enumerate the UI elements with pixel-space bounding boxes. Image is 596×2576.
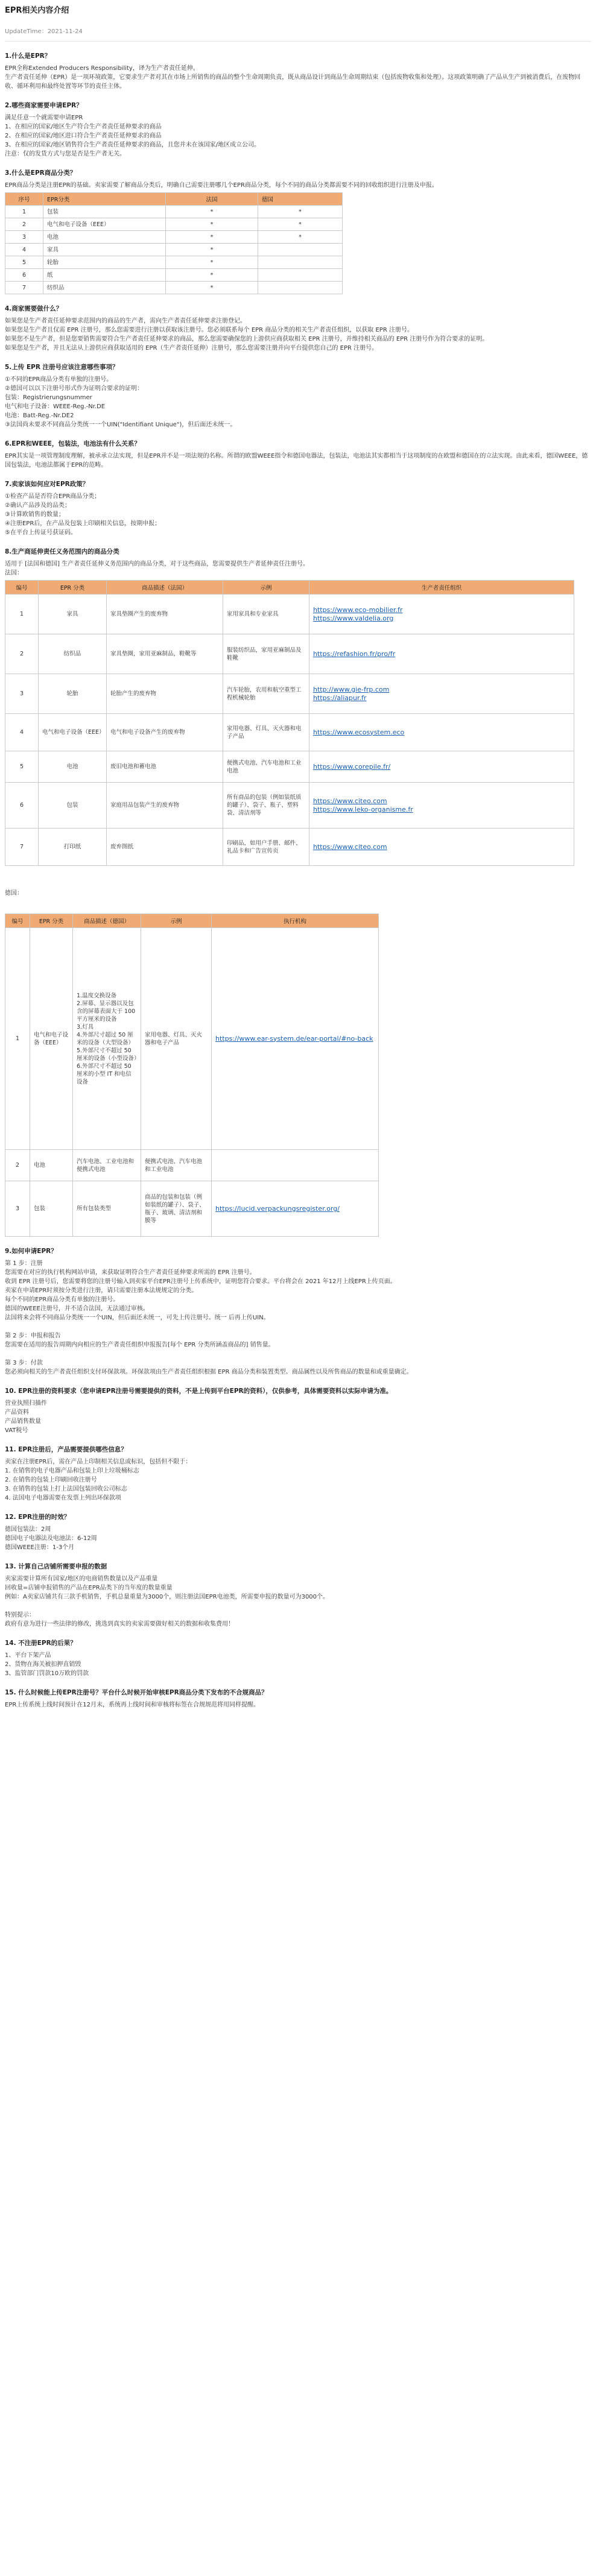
paragraph: 1、平台下架产品 — [5, 1652, 51, 1659]
cell: 纸 — [43, 269, 166, 282]
cell — [309, 674, 574, 714]
cell — [309, 783, 574, 829]
table-row — [5, 829, 574, 866]
section-11-heading: 11. EPR注册后，产品需要提供哪些信息？ — [5, 1446, 127, 1453]
section-12 — [5, 1512, 591, 1552]
cell: * — [258, 206, 343, 218]
paragraph: 例如：A卖家店铺共有三款手机销售，手机总量重量为3000个，则注册法国EPR电池类，所需要申报的数量可为3000个。 — [5, 1594, 329, 1600]
cell: 汽车电池、工业电池和便携式电池 — [73, 1150, 141, 1181]
cell: 4 — [5, 714, 39, 751]
desc-line: 6.外部尺寸不超过 50 厘米的小型 IT 和电信设备 — [77, 1062, 132, 1085]
section-11 — [5, 1445, 591, 1503]
table-row — [5, 231, 343, 244]
cell: * — [166, 244, 258, 256]
cell — [258, 244, 343, 256]
cell: 轮胎 — [39, 674, 107, 714]
cell: 7 — [5, 829, 39, 866]
cell: * — [258, 231, 343, 244]
cell: 纺织品 — [43, 282, 166, 294]
paragraph: 3、监管部门罚款10万欧的罚款 — [5, 1670, 89, 1677]
paragraph: ②德国可以以下注册号形式作为证明合要求的证明： — [5, 385, 143, 392]
paragraph: 德国的WEEE注册号，并不适合法国，无法通过审核。 — [5, 1305, 149, 1312]
pro-link[interactable]: http://www.gie-frp.com — [313, 685, 390, 693]
cell — [258, 256, 343, 269]
cell: 7 — [5, 282, 43, 294]
cell: 所有商品的包装（例如装纸质的罐子）、袋子、瓶子、塑料袋、清洁剂等 — [223, 783, 309, 829]
paragraph: 卖家需要计算所有国家/地区的电商销售数量以及产品重量 — [5, 1576, 158, 1582]
paragraph: 卖家在申请EPR时须按分类进行注册，请只需要注册本法规规定的分类。 — [5, 1287, 198, 1294]
cell: 6 — [5, 783, 39, 829]
paragraph: ③计算欧销售的数量； — [5, 511, 65, 518]
table-row — [5, 282, 343, 294]
table-row — [5, 256, 343, 269]
paragraph: 第 2 步：申报和报告 — [5, 1333, 61, 1339]
paragraph: ③法国尚未要求不同商品分类统一一个UIN("Identifiant Unique")，但后面还未统一。 — [5, 421, 236, 428]
table-row — [5, 218, 343, 231]
desc-line: 3.灯具 — [77, 1023, 94, 1031]
cell: 5 — [5, 751, 39, 783]
cell: 家具垫圈，家用亚麻制品，鞋靴等 — [107, 634, 223, 674]
table-header: 执行机构 — [212, 914, 379, 928]
section-15-heading: 15. 什么时候能上传EPR注册号？平台什么时候开始审核EPR商品分类下发布的不合规商品？ — [5, 1689, 268, 1696]
cell: 家用家具和专业家具 — [223, 595, 309, 634]
cell: 电气和电子设备产生的废弃物 — [107, 714, 223, 751]
germany-block — [5, 889, 591, 1237]
section-8-heading: 8.生产商延伸责任义务范围内的商品分类 — [5, 548, 119, 555]
cell: 商品的包装和包装（例如装纸的罐子）、袋子、瓶子、玻璃、清洁剂和膜等 — [141, 1181, 212, 1237]
paragraph: 特别提示： — [5, 1612, 35, 1618]
desc-line: 1.温度交换设备 — [77, 992, 117, 999]
section-1 — [5, 51, 591, 91]
cell — [309, 595, 574, 634]
section-2 — [5, 101, 591, 159]
table-header: 编号 — [5, 914, 30, 928]
section-5-heading: 5.上传 EPR 注册号应该注意哪些事项？ — [5, 364, 119, 371]
cell: 包装 — [39, 783, 107, 829]
table-row — [5, 783, 574, 829]
cell: 3 — [5, 1181, 30, 1237]
table-header: EPR 分类 — [39, 581, 107, 595]
cell: 便携式电池、汽车电池和工业电池 — [141, 1150, 212, 1181]
cell: 打印纸 — [39, 829, 107, 866]
cell: 轮胎 — [43, 256, 166, 269]
section-4 — [5, 304, 591, 353]
page-title: EPR相关内容介绍 — [5, 6, 69, 15]
desc-line: 2.屏幕、显示器以及包含的屏幕表面大于 100 平方厘米的设备 — [77, 1000, 136, 1023]
cell — [73, 928, 141, 1150]
table-row — [5, 674, 574, 714]
cell: * — [258, 218, 343, 231]
cell: 2 — [5, 634, 39, 674]
section-8 — [5, 547, 591, 866]
cell: 2 — [5, 1150, 30, 1181]
pro-link[interactable]: https://www.ecosystem.eco — [313, 728, 405, 736]
cell: 家具垫圈产生的废弃物 — [107, 595, 223, 634]
cell: 1 — [5, 206, 43, 218]
epr-category-table — [5, 192, 343, 294]
table-header: 示例 — [223, 581, 309, 595]
section-9 — [5, 1246, 591, 1377]
paragraph: 卖家在注册EPR后，需在产品上印制相关信息或标识，包括但不限于： — [5, 1459, 192, 1465]
cell: 家具 — [39, 595, 107, 634]
section-3-heading: 3.什么是EPR商品分类？ — [5, 169, 77, 177]
paragraph — [5, 1350, 591, 1359]
cell — [212, 928, 379, 1150]
section-7 — [5, 479, 591, 537]
cell — [309, 714, 574, 751]
paragraph: EPR上传系统上线时间预计在12月末，系统再上线时间和审核将标签在合规规范将用同样提醒。 — [5, 1702, 260, 1708]
paragraph: ⑤在平台上传证号获证码。 — [5, 529, 77, 536]
cell: 电池 — [30, 1150, 73, 1181]
section-2-heading: 2.哪些商家需要申请EPR？ — [5, 102, 83, 109]
paragraph: 德国包装法：2周 — [5, 1526, 51, 1533]
table-row — [5, 714, 574, 751]
section-10 — [5, 1386, 591, 1435]
paragraph: 收到 EPR 注册号后，您需要将您的注册号输入到卖家平台EPR注册号上传系统中，证明您符合要求。平台将会在 2021 年12月上线EPR上传页面。 — [5, 1278, 396, 1285]
cell: 印刷品，如用户手册、邮件、礼品卡和广告宣传页 — [223, 829, 309, 866]
cell: 电气和电子设备（EEE） — [43, 218, 166, 231]
paragraph: 电池：Batt-Reg.-Nr.DE2 — [5, 412, 74, 419]
table-header: 示例 — [141, 914, 212, 928]
pro-link[interactable]: https://aliapur.fr — [313, 693, 367, 702]
paragraph: 满足任意一个就需要申请EPR — [5, 115, 83, 121]
section-1-heading: 1.什么是EPR？ — [5, 52, 51, 60]
section-13-heading: 13. 计算自己店铺所需要申报的数据 — [5, 1563, 107, 1570]
cell — [212, 1150, 379, 1181]
cell: 家用电器、灯具、灭火器和电子产品 — [141, 928, 212, 1150]
paragraph: 产品销售数量 — [5, 1418, 41, 1425]
cell: 5 — [5, 256, 43, 269]
table-row — [5, 269, 343, 282]
cell: * — [166, 218, 258, 231]
paragraph: 您必须向相关的生产者责任组织支付环保款项。环保款项由生产者责任组织根据 EPR 商品分类和装置类型、商品属性以及所售商品的数量和或重量确定。 — [5, 1369, 413, 1375]
cell: 家具 — [43, 244, 166, 256]
cell — [309, 829, 574, 866]
paragraph — [5, 1602, 591, 1611]
paragraph: EPR其实是一项管理制度理解，被承承立法实现，但是EPR并不是一项法规的名称。所谓的欧盟WEEE指令和德国电器法，包装法，电池法其实都相当于这项制度的在欧盟和德国在的立法实现。由此来看，德国WEEE，德国包装法，电池法都属于EPR的范畴。 — [5, 453, 588, 469]
cell: 电池 — [39, 751, 107, 783]
table-header: EPR 分类 — [30, 914, 73, 928]
table-header: 商品描述（德国） — [73, 914, 141, 928]
divider — [5, 41, 591, 42]
paragraph: 第 1 步：注册 — [5, 1260, 43, 1267]
section-6 — [5, 439, 591, 470]
paragraph: 营业执照扫描件 — [5, 1400, 47, 1407]
cell: 废旧电池和蓄电池 — [107, 751, 223, 783]
section-14-heading: 14. 不注册EPR的后果？ — [5, 1640, 77, 1647]
table-header: 序号 — [5, 193, 43, 206]
authority-link[interactable]: https://lucid.verpackungsregister.org/ — [215, 1204, 340, 1213]
paragraph: 产品资料 — [5, 1409, 29, 1416]
pro-link[interactable]: https://www.valdelia.org — [313, 614, 394, 622]
paragraph: 1. 在销售的电子电器产品和包装上印上垃圾桶标志 — [5, 1468, 139, 1474]
cell: 汽车轮胎，农用和航空重型工程机械轮胎 — [223, 674, 309, 714]
section-15 — [5, 1688, 591, 1709]
paragraph: 政府有意为进行一些法律的修改，挑选到真实的卖家需要做好相关的数据和收集费用！ — [5, 1621, 234, 1627]
cell: * — [166, 206, 258, 218]
cell: 电池 — [43, 231, 166, 244]
pro-link[interactable]: https://www.corepile.fr/ — [313, 762, 391, 771]
table-row — [5, 751, 574, 783]
paragraph: 电气和电子设备：WEEE-Reg.-Nr.DE — [5, 403, 106, 410]
cell: 3 — [5, 674, 39, 714]
cell: * — [166, 231, 258, 244]
table-row — [5, 595, 574, 634]
table-row — [5, 1150, 379, 1181]
paragraph: VAT税号 — [5, 1427, 28, 1434]
paragraph: ①不同的EPR商品分类有单独的注册号。 — [5, 376, 113, 383]
cell — [309, 751, 574, 783]
paragraph: 第 3 步：付款 — [5, 1360, 43, 1366]
pro-link[interactable]: https://refashion.fr/pro/fr — [313, 649, 396, 658]
cell: * — [166, 269, 258, 282]
desc-line: 4.外部尺寸超过 50 厘米的设备（大型设备） — [77, 1031, 135, 1046]
cell: 1 — [5, 595, 39, 634]
update-time: UpdateTime：2021-11-24 — [5, 28, 83, 35]
pro-link[interactable]: https://www.eco-mobilier.fr — [313, 605, 403, 614]
paragraph: 如果您是生产者，并且无法从上游供应商获取适用的 EPR（生产者责任延伸）注册号，那么您需要注册并向平台提供您自己的 EPR 注册号。 — [5, 345, 378, 352]
paragraph: ④注册EPR后，在产品及包装上印刷相关信息，按期申报； — [5, 520, 161, 527]
paragraph: 如果您是生产者责任延伸要求范围内的商品的生产者，需向生产者责任延伸要求注册登记。 — [5, 318, 246, 324]
paragraph: 1、在相应的国家/地区生产符合生产者责任延伸要求的商品 — [5, 124, 162, 130]
paragraph: 法国： — [5, 570, 23, 576]
paragraph — [5, 1322, 591, 1331]
authority-link[interactable]: https://www.ear-system.de/ear-portal/#no-back — [215, 1034, 373, 1043]
desc-line: 5.外部尺寸不超过 50 厘米的设备（小型设备） — [77, 1047, 140, 1062]
paragraph: 德国WEEE注册：1-3个月 — [5, 1544, 75, 1551]
cell: 家庭用品包装产生的废弃物 — [107, 783, 223, 829]
cell: 服装纺织品，家用亚麻制品及鞋靴 — [223, 634, 309, 674]
cell: 便携式电池、汽车电池和工业电池 — [223, 751, 309, 783]
paragraph: 适用于 [法国和德国] 生产者责任延伸义务范围内的商品分类，对于这些商品，您需要提供生产者延伸责任注册号。 — [5, 561, 309, 567]
section-10-heading: 10. EPR注册的资料要求（您申请EPR注册号需要提供的资料，不是上传到平台EPR的资料），仅供参考，具体需要资料以实际申请为准。 — [5, 1387, 393, 1395]
france-table — [5, 580, 574, 866]
table-header: 商品描述（法国） — [107, 581, 223, 595]
cell — [309, 634, 574, 674]
cell: 纺织品 — [39, 634, 107, 674]
paragraph: 注意：仅的发货方式与您是否是生产者无关。 — [5, 151, 125, 157]
cell: 6 — [5, 269, 43, 282]
cell: 包装 — [30, 1181, 73, 1237]
paragraph: 2、货物在海关被扣押直销毁 — [5, 1661, 81, 1668]
section-5 — [5, 362, 591, 429]
paragraph: EPR商品分类是注册EPR的基础。卖家需要了解商品分类后，明确自己需要注册哪几个EPR商品分类，每个不同的商品分类都需要不同的回收组织进行注册及申报。 — [5, 182, 438, 189]
cell: 家用电器、灯具、灭火器和电子产品 — [223, 714, 309, 751]
section-3 — [5, 168, 591, 294]
paragraph: 德国电子电器法及电池法：6-12周 — [5, 1535, 97, 1542]
cell: 所有包装类型 — [73, 1181, 141, 1237]
paragraph: 如果您不是生产者，但是您要销售需要符合生产者责任延伸要求的商品，那么您需要确保您的上游供应商获取相关 EPR 注册号，并维持相关商品的 EPR 注册号作为符合要求的证明。 — [5, 336, 489, 343]
paragraph: EPR全称Extended Producers Responsibility，译为生产者责任延伸。 — [5, 65, 199, 72]
paragraph: 包装：Registrierungsnummer — [5, 394, 92, 401]
table-header: 法国 — [166, 193, 258, 206]
paragraph: 4. 法国电子电器需要在发票上列出环保款项 — [5, 1495, 121, 1501]
paragraph: 生产者责任延伸（EPR）是一项环境政策，它要求生产者对其在市场上所销售的商品的整个生命周期负责，既从商品设计到商品生命周期结束（包括废物收集和处理）。这项政策明确了产品从生产到被消费后，在废物回收、循环利用和最终处置等环节的责任主体。 — [5, 74, 581, 90]
cell: 废弃图纸 — [107, 829, 223, 866]
section-12-heading: 12. EPR注册的时效？ — [5, 1514, 71, 1521]
paragraph: ①检查产品是否符合EPR商品分类； — [5, 493, 101, 500]
pro-link[interactable]: https://www.leko-organisme.fr — [313, 805, 413, 813]
table-row — [5, 206, 343, 218]
section-13 — [5, 1562, 591, 1629]
cell — [258, 269, 343, 282]
cell: 电气和电子设备（EEE） — [39, 714, 107, 751]
table-row — [5, 244, 343, 256]
section-6-heading: 6.EPR和WEEE，包装法，电池法有什么关系？ — [5, 440, 141, 447]
cell: 包装 — [43, 206, 166, 218]
table-header: EPR分类 — [43, 193, 166, 206]
section-14 — [5, 1638, 591, 1678]
table-row — [5, 634, 574, 674]
cell: 3 — [5, 231, 43, 244]
table-header: 编号 — [5, 581, 39, 595]
germany-label: 德国： — [5, 890, 23, 897]
table-row — [5, 928, 379, 1150]
paragraph: 3. 在销售的包装上打上法国包装回收公司标志 — [5, 1486, 127, 1492]
paragraph: 每个不同的EPR商品分类有单独的注册号。 — [5, 1296, 119, 1303]
cell: 2 — [5, 218, 43, 231]
cell: * — [166, 256, 258, 269]
cell: 电气和电子设备（EEE） — [30, 928, 73, 1150]
germany-table — [5, 914, 379, 1237]
paragraph: 回收量=店铺申报销售的产品在EPR品类下的当年度的数量重量 — [5, 1585, 173, 1591]
paragraph: 法国将来会将不同商品分类统一一个UIN，但后面还未统一，可先上传注册号。统一 后再上传UIN。 — [5, 1315, 270, 1321]
cell — [258, 282, 343, 294]
cell: 轮胎产生的废弃物 — [107, 674, 223, 714]
cell: 4 — [5, 244, 43, 256]
cell — [212, 1181, 379, 1237]
paragraph: 2. 在销售的包装上印刷回收注册号 — [5, 1477, 97, 1483]
table-row — [5, 1181, 379, 1237]
paragraph: ②确认产品涉及的品类； — [5, 502, 71, 509]
table-header: 生产者责任组织 — [309, 581, 574, 595]
cell: * — [166, 282, 258, 294]
section-4-heading: 4.商家需要做什么？ — [5, 305, 63, 312]
section-9-heading: 9.如何申请EPR？ — [5, 1248, 57, 1255]
table-header: 德国 — [258, 193, 343, 206]
pro-link[interactable]: https://www.citeo.com — [313, 842, 387, 851]
paragraph: 您需要在适用的报告周期内向相应的生产者责任组织申报报告[每个 EPR 分类所涵盖商品的] 销售量。 — [5, 1342, 274, 1348]
pro-link[interactable]: https://www.citeo.com — [313, 797, 387, 805]
section-7-heading: 7.卖家该如何应对EPR政策？ — [5, 481, 89, 488]
cell: 1 — [5, 928, 30, 1150]
paragraph: 您需要在对应的执行机构网站申请，来获取证明符合生产者责任延伸要求所需的 EPR 注册号。 — [5, 1269, 256, 1276]
paragraph: 2、在相应的国家/地区进口符合生产者责任延伸要求的商品 — [5, 133, 162, 139]
paragraph: 3、在相应的国家/地区销售符合生产者责任延伸要求的商品，且您并未在该国家/地区成立公司。 — [5, 142, 261, 148]
paragraph: 如果您是生产者且仅需 EPR 注册号，那么您需要进行注册以获取该注册号。您必须联系每个 EPR 商品分类的相关生产者责任组织，以获取 EPR 注册号。 — [5, 327, 413, 333]
